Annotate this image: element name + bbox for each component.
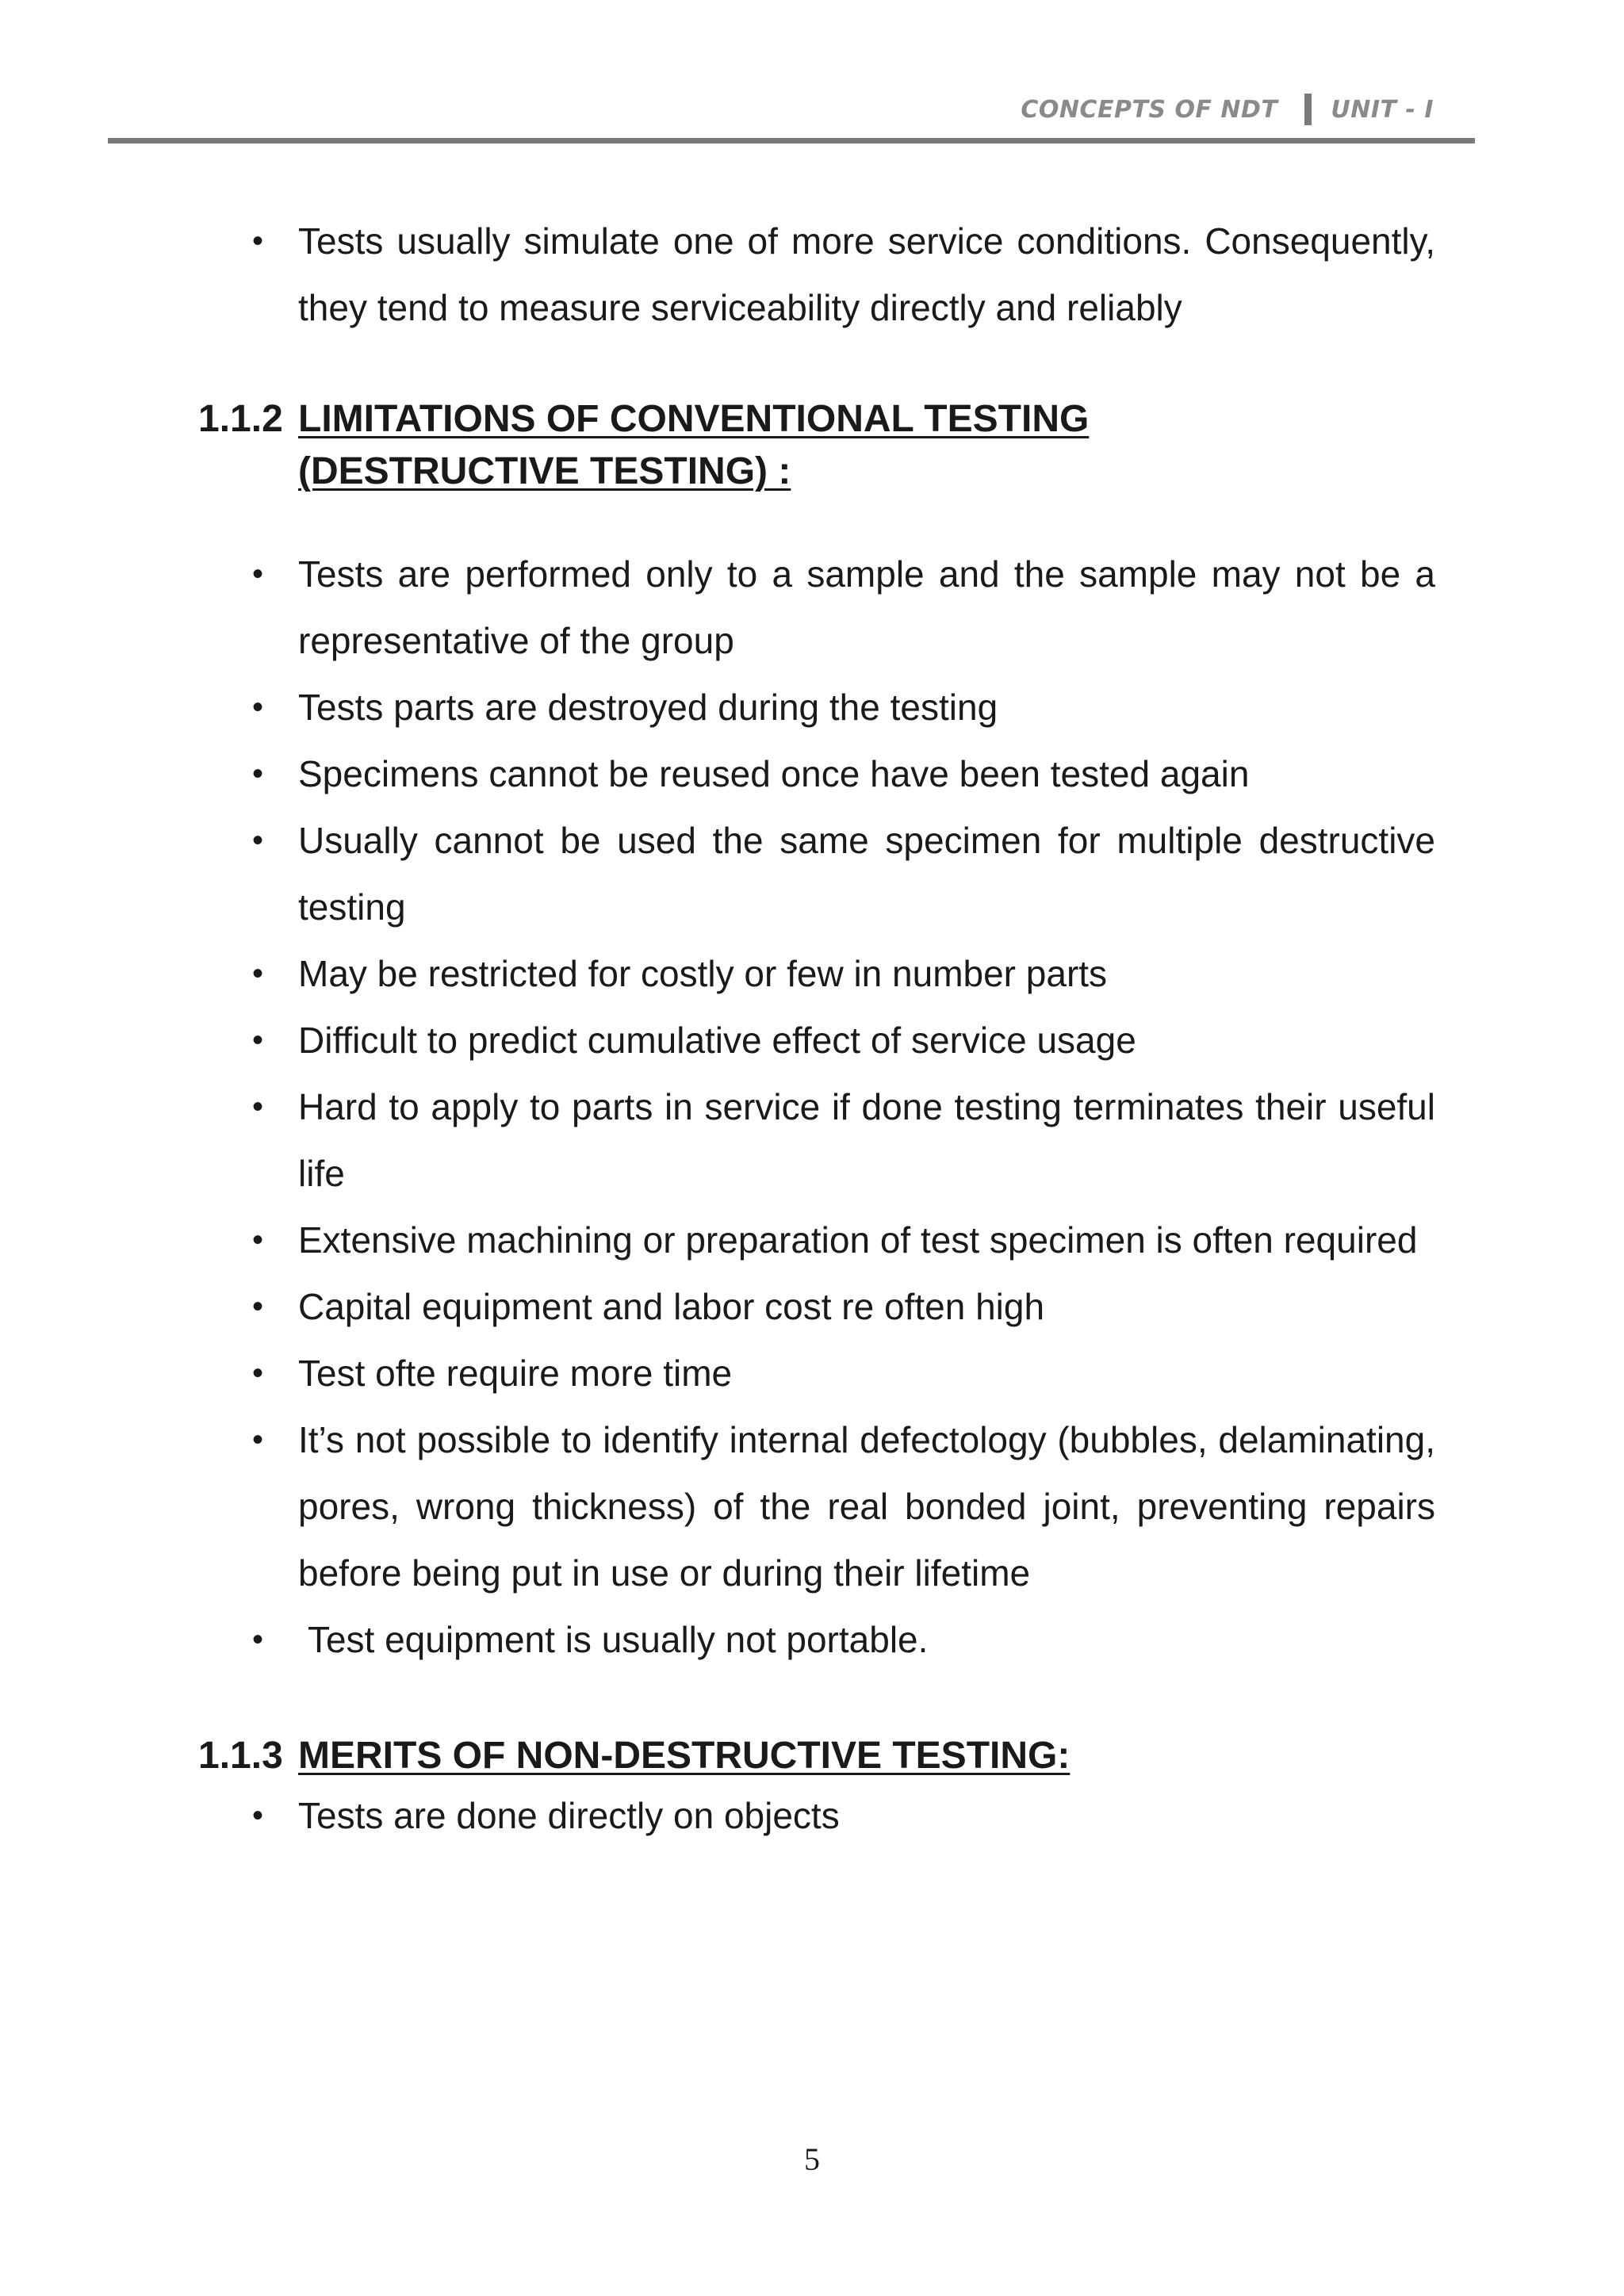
header-separator [1304,94,1312,125]
section-number: 1.1.3 [198,1735,283,1777]
bullet-icon: • [252,1089,264,1124]
section-title: MERITS OF NON-DESTRUCTIVE TESTING: [298,1735,1071,1777]
header-title: CONCEPTS OF NDT [1021,96,1278,124]
bullet-icon: • [252,1622,264,1657]
merits-list [198,1782,1435,1849]
running-header [0,94,1434,125]
list-item: • May be restricted for costly or few in number parts [198,940,1435,1007]
section-title-line1: LIMITATIONS OF CONVENTIONAL TESTING [298,398,1090,440]
bullet-icon: • [252,823,264,858]
list-item: • Test ofte require more time [198,1340,1435,1406]
list-item: • Capital equipment and labor cost re often high [198,1273,1435,1340]
intro-list [198,208,1435,341]
bullet-icon: • [252,1023,264,1058]
list-item: • Hard to apply to parts in service if done testing terminates their useful life [198,1073,1435,1207]
list-item: • Tests are done directly on objects [198,1782,1435,1849]
page-number: 5 [804,2141,820,2177]
bullet-icon: • [252,956,264,991]
list-item: • Usually cannot be used the same specimen for multiple destructive testing [198,807,1435,940]
list-item: • Extensive machining or preparation of test specimen is often required [198,1207,1435,1273]
bullet-icon: • [252,1798,264,1833]
bullet-icon: • [252,1223,264,1257]
limitations-list [198,541,1435,1673]
list-item: • Tests parts are destroyed during the testing [198,674,1435,740]
bullet-icon: • [252,1356,264,1391]
bullet-icon: • [252,1289,264,1324]
bullet-icon: • [252,756,264,791]
bullet-icon: • [252,690,264,725]
list-item: • Test equipment is usually not portable. [198,1606,1435,1673]
bullet-icon: • [252,1422,264,1457]
section-heading-1-1-3 [198,1730,1435,1782]
list-item: • It’s not possible to identify internal defectology (bubbles, delaminating, pores, wrong thickness) of the real bonded joint, preventing repairs before being put in use or during their lifetime [198,1406,1435,1606]
section-number: 1.1.2 [198,398,283,440]
list-item: • Difficult to predict cumulative effect of service usage [198,1007,1435,1073]
list-item: • Tests usually simulate one of more service conditions. Consequently, they tend to measure serviceability directly and reliably [198,208,1435,341]
section-heading-1-1-2 [198,393,1435,498]
header-unit: UNIT - I [1331,96,1434,124]
bullet-icon: • [252,224,264,258]
list-item: • Specimens cannot be reused once have been tested again [198,740,1435,807]
section-title-line2: (DESTRUCTIVE TESTING) : [298,450,791,492]
page-content [198,208,1435,1849]
list-item: • Tests are performed only to a sample and the sample may not be a representative of the group [198,541,1435,674]
bullet-icon: • [252,557,264,591]
header-rule [108,138,1475,144]
